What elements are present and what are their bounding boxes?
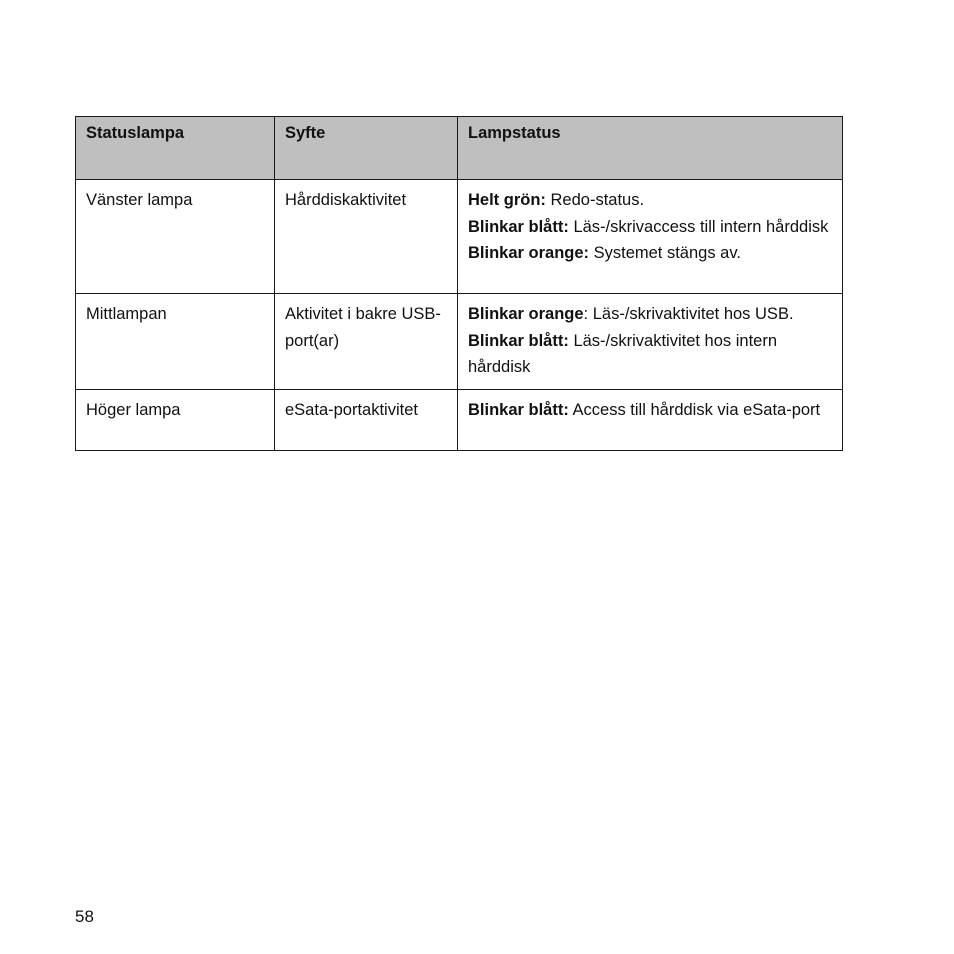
status-label: Blinkar blått: xyxy=(468,331,569,350)
status-label: Blinkar blått: xyxy=(468,400,569,419)
status-line xyxy=(468,214,834,241)
status-line xyxy=(468,240,834,267)
table-row xyxy=(76,389,843,450)
status-text: Systemet stängs av. xyxy=(589,244,741,262)
header-statuslampa: Statuslampa xyxy=(76,117,275,180)
status-label: Blinkar orange: xyxy=(468,244,590,262)
status-label: Helt grön: xyxy=(468,191,546,209)
status-line xyxy=(468,397,834,424)
status-line xyxy=(468,328,834,381)
lamp-cell: Mittlampan xyxy=(76,294,275,390)
status-cell xyxy=(458,180,843,294)
status-cell xyxy=(458,389,843,450)
status-text: Läs-/skrivaccess till intern hårddisk xyxy=(568,217,829,236)
status-line xyxy=(468,301,834,328)
purpose-cell: Hårddiskaktivitet xyxy=(275,180,458,294)
status-line xyxy=(468,187,834,214)
table-row xyxy=(76,180,843,294)
status-text: Redo-status. xyxy=(545,191,645,209)
header-lampstatus: Lampstatus xyxy=(458,117,843,180)
status-text: Läs-/skrivaktivitet hos intern hårddisk xyxy=(468,331,778,376)
status-light-table xyxy=(75,116,843,451)
lamp-cell: Höger lampa xyxy=(76,389,275,450)
status-label: Blinkar orange xyxy=(468,305,584,323)
lamp-cell: Vänster lampa xyxy=(76,180,275,294)
page-number: 58 xyxy=(75,907,94,926)
header-syfte: Syfte xyxy=(275,117,458,180)
purpose-cell: eSata-portaktivitet xyxy=(275,389,458,450)
table-header-row xyxy=(76,117,843,180)
status-text: Access till hårddisk via eSata-port xyxy=(568,400,821,419)
status-cell xyxy=(458,294,843,390)
table-row xyxy=(76,294,843,390)
purpose-cell: Aktivitet i bakre USB-port(ar) xyxy=(275,294,458,390)
status-text: : Läs-/skrivaktivitet hos USB. xyxy=(583,305,794,323)
status-label: Blinkar blått: xyxy=(468,217,569,236)
